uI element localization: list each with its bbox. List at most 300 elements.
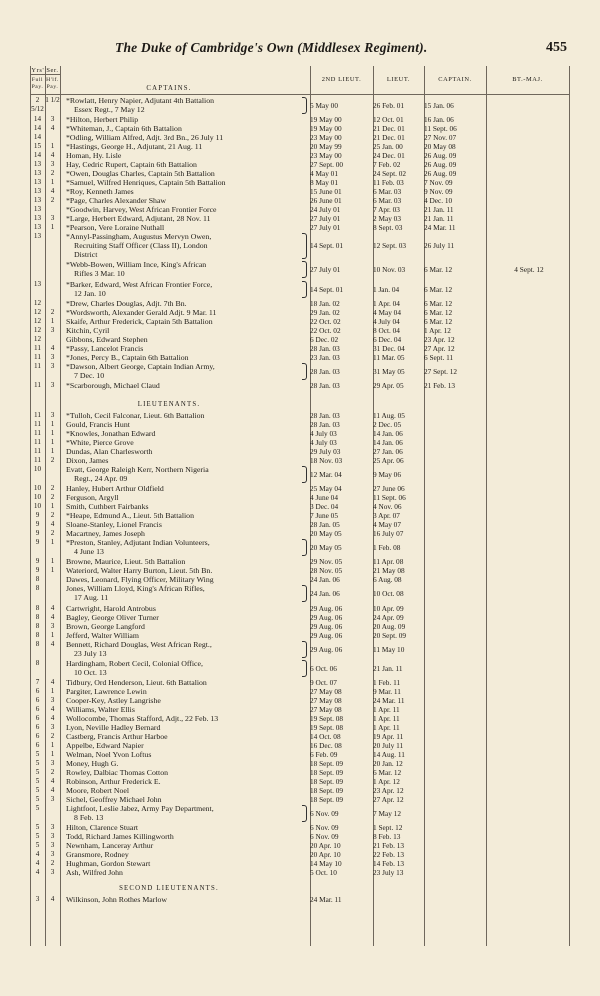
date-lieut: 4 May 04 xyxy=(373,307,401,317)
date-lieut: 6 Mar. 12 xyxy=(373,768,402,777)
date-lieut: 9 Mar. 11 xyxy=(373,687,401,696)
date-second-lieut: 23 Jan. 03 xyxy=(310,352,340,362)
brace-mark xyxy=(302,233,307,259)
full-pay-years: 4 xyxy=(35,868,40,877)
half-pay-years: 3 xyxy=(50,214,55,223)
date-second-lieut: 19 Sept. 08 xyxy=(310,723,344,732)
officer-name-continued: Regt., 24 Apr. 09 xyxy=(74,474,128,483)
officer-name: Browne, Maurice, Lieut. 5th Battalion xyxy=(66,557,186,567)
half-pay-years: 3 xyxy=(50,621,55,630)
officer-name: Sloane-Stanley, Lionel Francis xyxy=(66,520,162,530)
full-pay-years: 14 xyxy=(33,151,42,160)
half-pay-years: 1 xyxy=(50,687,55,695)
half-pay-years: 1 xyxy=(50,502,55,511)
date-second-lieut: 18 Sept. 09 xyxy=(310,786,344,795)
date-second-lieut: 15 June 01 xyxy=(310,187,342,197)
date-lieut: 11 Apr. 08 xyxy=(373,557,404,567)
officer-name: Gransmore, Rodney xyxy=(66,850,129,860)
full-pay-years: 5 xyxy=(35,804,40,812)
half-pay-years: 2 xyxy=(50,169,55,178)
full-pay-years: 11 xyxy=(34,352,41,361)
officer-name: Hughman, Gordon Stewart xyxy=(66,859,151,869)
brace-mark xyxy=(302,363,307,380)
full-pay-years: 8 xyxy=(35,630,40,639)
officer-name: Bagley, George Oliver Turner xyxy=(66,612,159,622)
full-pay-years: 14 xyxy=(33,133,42,142)
half-pay-years: 4 xyxy=(50,705,55,713)
date-lieut: 21 Jan. 11 xyxy=(373,663,403,673)
half-pay-years: 2 xyxy=(50,859,55,868)
officer-name-continued: Rifles 3 Mar. 10 xyxy=(74,269,125,279)
full-pay-years: 8 xyxy=(35,658,40,667)
half-pay-years: 4 xyxy=(50,603,55,612)
officer-name: *Scarborough, Michael Claud xyxy=(66,381,160,390)
date-captain: 6 Mar. 12 xyxy=(424,316,453,326)
date-lieut: 14 Aug. 11 xyxy=(373,750,405,759)
date-second-lieut: 4 July 03 xyxy=(310,438,337,447)
date-second-lieut: 29 Jan. 02 xyxy=(310,307,340,317)
half-pay-years: 3 xyxy=(50,696,55,704)
officer-name: Moore, Robert Noel xyxy=(66,786,130,795)
half-pay-years: 3 xyxy=(50,841,55,850)
officer-name-continued: Essex Regt., 7 May 12 xyxy=(74,105,145,114)
officer-name: Sichel, Geoffrey Michael John xyxy=(66,795,162,804)
date-second-lieut: 20 May 05 xyxy=(310,529,342,539)
date-lieut: 4 Nov. 06 xyxy=(373,502,402,512)
date-lieut: 1 Feb. 08 xyxy=(373,543,401,553)
half-pay-years: 3 xyxy=(50,325,55,334)
date-second-lieut: 22 Oct. 02 xyxy=(310,325,341,335)
date-second-lieut: 28 Jan. 03 xyxy=(310,411,340,420)
date-second-lieut: 9 Oct. 07 xyxy=(310,678,337,687)
full-pay-years: 13 xyxy=(33,196,42,205)
date-second-lieut: 4 May 01 xyxy=(310,169,338,179)
half-pay-years: 1 xyxy=(50,178,55,187)
full-pay-years: 9 xyxy=(35,557,40,566)
full-pay-years: 5 xyxy=(35,841,40,850)
half-pay-years: 4 xyxy=(50,124,55,133)
full-pay-years: 11 xyxy=(34,447,41,455)
date-captain: 1 Apr. 12 xyxy=(424,325,451,335)
brace-mark xyxy=(302,539,307,556)
officer-name: *Passy, Lancelot Francis xyxy=(66,343,144,353)
officer-name: *Page, Charles Alexander Shaw xyxy=(66,196,167,206)
date-lieut: 20 Sept. 09 xyxy=(373,630,407,640)
full-pay-years: 6 xyxy=(35,714,40,722)
col-second-lieut: 2ND LIEUT. xyxy=(321,76,362,83)
full-pay-years: 12 xyxy=(33,298,42,307)
full-pay-years: 4 xyxy=(35,859,40,868)
half-pay-years: 1 xyxy=(50,538,55,547)
officer-name: Dawes, Leonard, Flying Officer, Military Wing xyxy=(66,575,214,585)
half-pay-years: 4 xyxy=(50,343,55,352)
officer-name: Jones, William Lloyd, King's African Rifles, xyxy=(66,584,205,594)
half-pay-years: 3 xyxy=(50,868,55,877)
full-pay-years: 5 xyxy=(35,759,40,767)
half-pay-years: 1 xyxy=(50,566,55,575)
date-second-lieut: 18 Sept. 09 xyxy=(310,795,344,804)
brace-mark xyxy=(302,261,307,278)
full-pay-years: 13 xyxy=(33,187,42,196)
date-second-lieut: 6 Nov. 09 xyxy=(310,832,339,842)
date-second-lieut: 24 Jan. 06 xyxy=(310,589,340,599)
date-captain: 15 Jan. 06 xyxy=(424,101,454,110)
full-pay-years: 11 xyxy=(34,456,41,464)
officer-name: Ferguson, Argyll xyxy=(66,493,119,503)
date-second-lieut: 19 May 00 xyxy=(310,124,342,134)
date-lieut: 8 Feb. 13 xyxy=(373,832,401,842)
officer-name: Cooper-Key, Astley Langrishe xyxy=(66,696,161,705)
full-pay-years: 13 xyxy=(33,160,42,169)
date-second-lieut: 8 May 01 xyxy=(310,178,338,188)
half-pay-years: 3 xyxy=(50,795,55,803)
date-lieut: 1 Jan. 04 xyxy=(373,284,400,294)
date-lieut: 24 Mar. 11 xyxy=(373,696,405,705)
officer-name-continued: 12 Jan. 10 xyxy=(74,288,106,298)
full-pay-years: 13 xyxy=(33,205,42,214)
brace-mark xyxy=(302,281,307,298)
date-second-lieut: 28 Nov. 05 xyxy=(310,566,343,576)
half-pay-years: 3 xyxy=(50,381,55,389)
half-pay-years: 4 xyxy=(50,187,55,196)
col-full-pay: Full Pay. xyxy=(31,77,44,90)
full-pay-years: 6 xyxy=(35,723,40,731)
officer-name: *Dawson, Albert George, Captain Indian Army, xyxy=(66,361,215,371)
date-captain: 27 Nov. 07 xyxy=(424,133,457,143)
date-brevet-major: 4 Sept. 12 xyxy=(514,265,544,275)
date-second-lieut: 24 July 01 xyxy=(310,205,341,215)
date-second-lieut: 20 May 05 xyxy=(310,543,342,553)
date-second-lieut: 27 May 08 xyxy=(310,696,342,705)
section-lieutenants: LIEUTENANTS. xyxy=(137,401,201,408)
officer-name: *Owen, Douglas Charles, Captain 5th Battalion xyxy=(66,169,215,179)
date-second-lieut: 14 Sept. 01 xyxy=(310,241,344,251)
date-captain: 26 Aug. 09 xyxy=(424,151,457,161)
date-lieut: 22 Feb. 13 xyxy=(373,850,405,860)
full-pay-years: 14 xyxy=(33,115,42,124)
date-lieut: 8 Sept. 03 xyxy=(373,223,403,233)
date-second-lieut: 29 Aug. 06 xyxy=(310,603,343,613)
officer-name: *Odling, William Alfred, Adjt. 3rd Bn., 26 July 11 xyxy=(66,133,224,143)
half-pay-years: 2 xyxy=(50,456,55,464)
officer-name: Castberg, Francis Arthur Harboe xyxy=(66,732,168,741)
date-second-lieut: 18 Sept. 09 xyxy=(310,777,344,786)
half-pay-years: 3 xyxy=(50,160,55,169)
date-lieut: 1 Sept. 12 xyxy=(373,823,403,833)
half-pay-years: 1 xyxy=(50,741,55,749)
army-list-table xyxy=(30,66,570,946)
officer-name: Williams, Walter Ellis xyxy=(66,705,135,714)
full-pay-years: 8 xyxy=(35,639,40,648)
officer-name: Hay, Cedric Rupert, Captain 6th Battalion xyxy=(66,160,197,170)
full-pay-years: 3 xyxy=(35,895,40,904)
date-captain: 21 Jan. 11 xyxy=(424,214,454,224)
officer-name: Newnham, Lanceray Arthur xyxy=(66,841,154,851)
date-lieut: 25 Apr. 06 xyxy=(373,456,404,465)
full-pay-years: 5 xyxy=(35,750,40,758)
half-pay-years: 3 xyxy=(50,361,55,370)
col-brevet-major: BT.-MAJ. xyxy=(512,76,543,83)
date-second-lieut: 27 May 08 xyxy=(310,687,342,696)
brace-mark xyxy=(302,466,307,483)
half-pay-years: 1 xyxy=(50,316,55,325)
date-second-lieut: 24 Mar. 11 xyxy=(310,895,342,905)
date-lieut: 1 Apr. 11 xyxy=(373,705,400,714)
date-lieut: 21 Feb. 13 xyxy=(373,841,405,851)
date-lieut: 27 Jan. 06 xyxy=(373,447,403,456)
officer-name: *Wordsworth, Alexander Gerald Adjt. 9 Mar. 11 xyxy=(66,307,217,317)
date-second-lieut: 23 May 00 xyxy=(310,133,342,143)
full-pay-years: 11 xyxy=(34,420,41,428)
date-lieut: 26 Feb. 01 xyxy=(373,101,405,110)
full-pay-years: 13 xyxy=(33,223,42,232)
date-second-lieut: 29 July 03 xyxy=(310,447,341,456)
full-pay-years: 6 xyxy=(35,696,40,704)
date-lieut: 1 Apr. 12 xyxy=(373,777,400,786)
date-second-lieut: 29 Nov. 05 xyxy=(310,557,343,567)
officer-name: Kitchin, Cyril xyxy=(66,325,110,335)
date-lieut: 27 Apr. 12 xyxy=(373,795,404,804)
full-pay-years: 12 xyxy=(33,307,42,316)
date-second-lieut: 28 Jan. 03 xyxy=(310,381,340,390)
full-pay-years: 11 xyxy=(34,438,41,446)
date-second-lieut: 28 Jan. 03 xyxy=(310,420,340,429)
date-lieut: 29 Apr. 05 xyxy=(373,381,404,390)
full-pay-years: 13 xyxy=(33,169,42,178)
date-captain: 20 May 08 xyxy=(424,142,456,152)
date-lieut: 31 Dec. 04 xyxy=(373,343,405,353)
date-second-lieut: 12 Mar. 04 xyxy=(310,470,342,479)
full-pay-years: 8 xyxy=(35,603,40,612)
officer-name: *Roy, Kenneth James xyxy=(66,187,134,197)
date-lieut: 1 Feb. 11 xyxy=(373,678,401,687)
date-lieut: 14 Jan. 06 xyxy=(373,429,403,438)
officer-name: Appelbe, Edward Napier xyxy=(66,741,144,750)
full-pay-years: 2 5/12 xyxy=(31,96,44,113)
officer-name: Dixon, James xyxy=(66,456,109,465)
date-lieut: 12 Sept. 03 xyxy=(373,241,407,251)
full-pay-years: 7 xyxy=(35,678,40,686)
date-lieut: 8 Oct. 04 xyxy=(373,325,400,335)
date-second-lieut: 27 July 01 xyxy=(310,223,341,233)
date-second-lieut: 20 Apr. 10 xyxy=(310,850,341,860)
half-pay-years: 1 xyxy=(50,557,55,566)
full-pay-years: 5 xyxy=(35,768,40,776)
half-pay-years: 2 xyxy=(50,529,55,538)
officer-name: Macartney, James Joseph xyxy=(66,529,145,539)
date-lieut: 16 July 07 xyxy=(373,529,404,539)
date-second-lieut: 29 Aug. 06 xyxy=(310,612,343,622)
date-lieut: 23 Apr. 12 xyxy=(373,786,404,795)
full-pay-years: 11 xyxy=(34,429,41,437)
half-pay-years: 3 xyxy=(50,832,55,841)
half-pay-years: 1 xyxy=(50,630,55,639)
officer-name: *Preston, Stanley, Adjutant Indian Volunteers, xyxy=(66,538,210,548)
full-pay-years: 9 xyxy=(35,520,40,529)
date-second-lieut: 20 May 99 xyxy=(310,142,342,152)
half-pay-years: 1 xyxy=(50,438,55,446)
officer-name: Welman, Noel Yvon Loftus xyxy=(66,750,152,759)
half-pay-years: 2 xyxy=(50,484,55,493)
full-pay-years: 9 xyxy=(35,529,40,538)
half-pay-years: 4 xyxy=(50,520,55,529)
officer-name: *Pearson, Vere Loraine Nuthall xyxy=(66,223,165,233)
officer-name: Pargiter, Lawrence Lewin xyxy=(66,687,147,696)
date-second-lieut: 6 Nov. 09 xyxy=(310,823,339,833)
officer-name-continued: 17 Aug. 11 xyxy=(74,593,109,603)
date-lieut: 20 July 11 xyxy=(373,741,404,750)
date-captain: 7 Nov. 09 xyxy=(424,178,453,188)
date-second-lieut: 28 Jan. 05 xyxy=(310,520,340,530)
col-years-service: Yrs' Ser. xyxy=(31,67,59,74)
officer-name: *Heape, Edmund A., Lieut. 5th Battalion xyxy=(66,511,194,521)
full-pay-years: 8 xyxy=(35,575,40,584)
full-pay-years: 6 xyxy=(35,687,40,695)
date-second-lieut: 6 Dec. 02 xyxy=(310,334,339,344)
date-lieut: 6 Aug. 08 xyxy=(373,575,402,585)
date-second-lieut: 18 Jan. 02 xyxy=(310,298,340,308)
date-lieut: 24 Apr. 09 xyxy=(373,612,404,622)
date-second-lieut: 6 Feb. 09 xyxy=(310,750,338,759)
page-number: 455 xyxy=(546,40,567,55)
date-second-lieut: 27 July 01 xyxy=(310,265,341,275)
date-second-lieut: 5 May 00 xyxy=(310,101,338,110)
date-second-lieut: 28 Jan. 03 xyxy=(310,343,340,353)
full-pay-years: 6 xyxy=(35,705,40,713)
full-pay-years: 5 xyxy=(35,832,40,841)
date-lieut: 6 Mar. 03 xyxy=(373,196,402,206)
date-lieut: 24 Sept. 02 xyxy=(373,169,407,179)
date-second-lieut: 19 May 00 xyxy=(310,115,342,125)
date-lieut: 20 Aug. 09 xyxy=(373,621,406,631)
date-lieut: 31 May 05 xyxy=(373,366,405,376)
date-lieut: 21 May 08 xyxy=(373,566,405,576)
date-captain: 6 Mar. 12 xyxy=(424,298,453,308)
brace-mark xyxy=(302,641,307,658)
half-pay-years: 1 xyxy=(50,447,55,455)
half-pay-years: 1 xyxy=(50,223,55,232)
date-lieut: 7 Feb. 02 xyxy=(373,160,401,170)
date-captain: 27 Apr. 12 xyxy=(424,343,455,353)
officer-name: *Webb-Bowen, William Ince, King's African xyxy=(66,260,207,270)
half-pay-years: 3 xyxy=(50,759,55,767)
full-pay-years: 5 xyxy=(35,786,40,794)
half-pay-years: 2 xyxy=(50,732,55,740)
full-pay-years: 12 xyxy=(33,316,42,325)
date-lieut: 21 Dec. 01 xyxy=(373,124,405,134)
half-pay-years: 1 xyxy=(50,420,55,428)
date-second-lieut: 18 Nov. 03 xyxy=(310,456,343,465)
date-captain: 6 Mar. 12 xyxy=(424,265,453,275)
date-second-lieut: 27 May 08 xyxy=(310,705,342,714)
date-lieut: 1 Apr. 04 xyxy=(373,298,400,308)
officer-name: Todd, Richard James Killingworth xyxy=(66,832,174,842)
full-pay-years: 10 xyxy=(33,465,42,473)
date-second-lieut: 14 Sept. 01 xyxy=(310,284,344,294)
half-pay-years: 3 xyxy=(50,823,55,832)
officer-name: Lyon, Neville Hadley Bernard xyxy=(66,723,161,732)
date-captain: 11 Sept. 06 xyxy=(424,124,457,134)
full-pay-years: 11 xyxy=(34,343,41,352)
date-second-lieut: 26 June 01 xyxy=(310,196,342,206)
date-captain: 26 Aug. 09 xyxy=(424,160,457,170)
half-pay-years: 2 xyxy=(50,307,55,316)
date-second-lieut: 19 Sept. 08 xyxy=(310,714,344,723)
date-second-lieut: 14 May 10 xyxy=(310,859,342,869)
full-pay-years: 8 xyxy=(35,612,40,621)
date-lieut: 11 May 10 xyxy=(373,644,405,654)
date-second-lieut: 20 Apr. 10 xyxy=(310,841,341,851)
officer-name-continued-2: District xyxy=(74,250,98,260)
half-pay-years: 4 xyxy=(50,714,55,722)
half-pay-years: 4 xyxy=(50,786,55,794)
date-lieut: 12 Oct. 01 xyxy=(373,115,404,125)
officer-name: Gibbons, Edward Stephen xyxy=(66,334,148,344)
half-pay-years: 1 xyxy=(50,429,55,437)
officer-name: Wollocombe, Thomas Stafford, Adjt., 22 Feb. 13 xyxy=(66,714,219,723)
full-pay-years: 4 xyxy=(35,850,40,859)
date-lieut: 19 Apr. 11 xyxy=(373,732,404,741)
half-pay-years: 1 1/2 xyxy=(45,96,60,104)
full-pay-years: 13 xyxy=(33,232,42,241)
full-pay-years: 15 xyxy=(33,142,42,151)
officer-name: Wateriord, Walter Harry Burton, Lieut. 5th Bn. xyxy=(66,566,213,576)
page-title: The Duke of Cambridge's Own (Middlesex Regiment). xyxy=(115,40,428,55)
date-lieut: 9 May 06 xyxy=(373,470,401,479)
date-second-lieut: 24 Jan. 06 xyxy=(310,575,340,585)
date-second-lieut: 25 May 04 xyxy=(310,484,342,494)
date-captain: 9 Nov. 09 xyxy=(424,187,453,197)
officer-name: *Hastings, George H., Adjutant, 21 Aug. 11 xyxy=(66,142,203,152)
date-captain: 23 Apr. 12 xyxy=(424,334,455,344)
date-lieut: 10 Apr. 09 xyxy=(373,603,404,613)
full-pay-years: 13 xyxy=(33,279,42,288)
officer-name: Wilkinson, John Rothes Marlow xyxy=(66,895,168,905)
col-half-pay: H'lf. Pay. xyxy=(46,77,59,90)
officer-name: *Barker, Edward, West African Frontier Force, xyxy=(66,279,213,289)
date-lieut: 25 Jan. 00 xyxy=(373,142,403,152)
officer-name: *Rowlatt, Henry Napier, Adjutant 4th Battalion xyxy=(66,96,215,105)
date-captain: 21 Feb. 13 xyxy=(424,381,456,390)
officer-name: Skaife, Arthur Frederick, Captain 5th Battalion xyxy=(66,316,213,326)
section-captains: CAPTAINS. xyxy=(146,85,192,92)
date-lieut: 14 Feb. 13 xyxy=(373,859,405,869)
officer-name-continued: 8 Feb. 13 xyxy=(74,813,104,822)
full-pay-years: 14 xyxy=(33,124,42,133)
date-second-lieut: 7 June 05 xyxy=(310,511,338,521)
officer-name: Homan, Hy. Lisle xyxy=(66,151,122,161)
officer-name: *Hilton, Herbert Philip xyxy=(66,115,139,125)
full-pay-years: 13 xyxy=(33,178,42,187)
full-pay-years: 9 xyxy=(35,538,40,547)
half-pay-years: 4 xyxy=(50,639,55,648)
date-captain: 6 Sept. 11 xyxy=(424,352,454,362)
date-lieut: 10 Oct. 08 xyxy=(373,589,404,599)
date-captain: 21 Jan. 11 xyxy=(424,205,454,215)
date-lieut: 14 Jan. 06 xyxy=(373,438,403,447)
date-lieut: 21 Dec. 01 xyxy=(373,133,405,143)
full-pay-years: 12 xyxy=(33,325,42,334)
half-pay-years: 4 xyxy=(50,678,55,686)
officer-name: *Knowles, Jonathan Edward xyxy=(66,429,156,438)
full-pay-years: 5 xyxy=(35,777,40,785)
officer-name: Money, Hugh G. xyxy=(66,759,119,768)
officer-name: *Annyl-Passingham, Augustus Mervyn Owen, xyxy=(66,232,212,242)
date-second-lieut: 27 July 01 xyxy=(310,214,341,224)
full-pay-years: 10 xyxy=(33,493,42,502)
date-lieut: 2 Dec. 05 xyxy=(373,420,402,429)
date-lieut: 6 Mar. 03 xyxy=(373,187,402,197)
